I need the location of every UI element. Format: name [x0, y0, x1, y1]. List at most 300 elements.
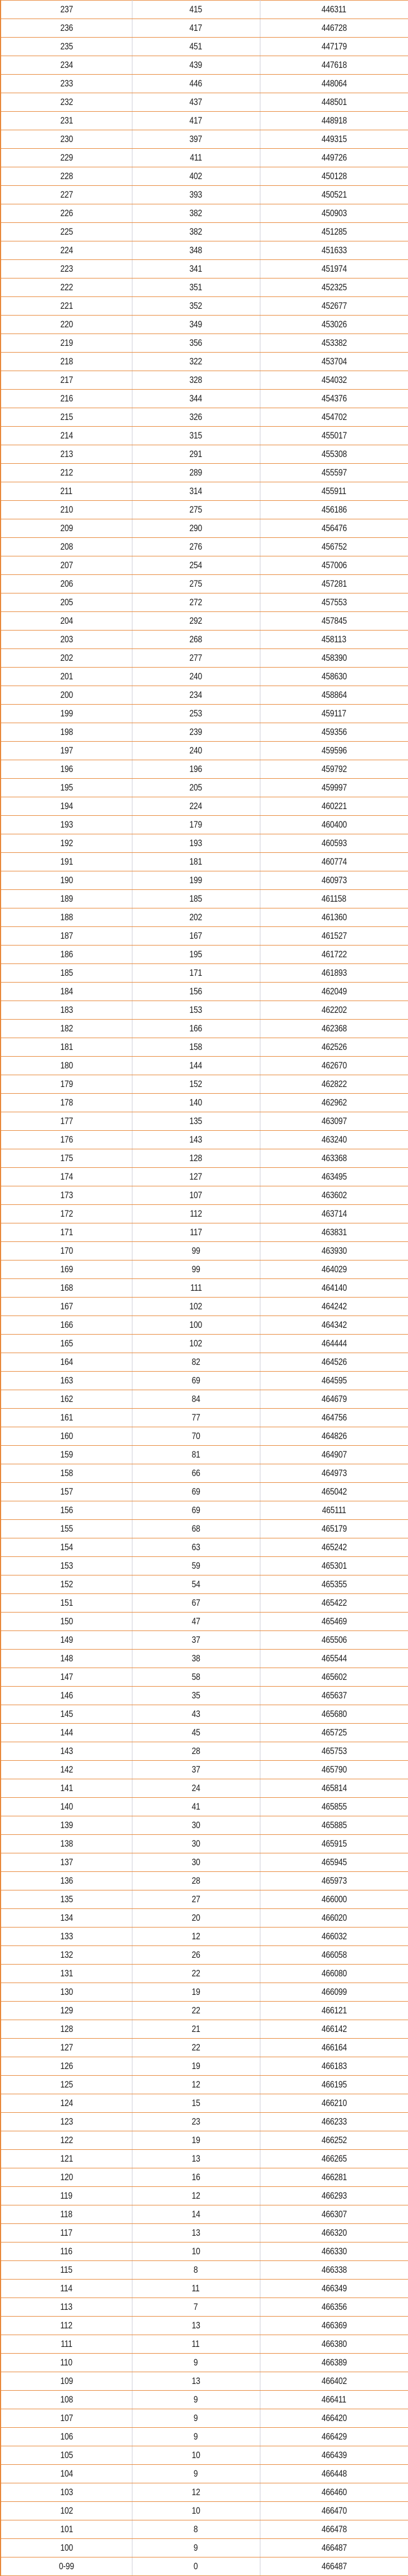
score-value: 109: [59, 2376, 73, 2386]
cumulative-cell: [260, 1186, 408, 1205]
score-value: 162: [59, 1394, 73, 1404]
score-value: 211: [60, 486, 72, 496]
cumulative-value: 454032: [321, 374, 347, 385]
cumulative-value: 466032: [321, 1931, 347, 1942]
table-row: [1, 1186, 408, 1205]
table-row: [1, 1631, 408, 1650]
count-cell: [132, 1705, 260, 1724]
count-cell: [132, 1242, 260, 1260]
count-value: 66: [191, 1468, 200, 1478]
score-cell: [1, 1446, 132, 1464]
score-cell: [1, 56, 132, 75]
score-value: 114: [60, 2283, 72, 2294]
count-cell: [132, 1112, 260, 1131]
table-row: [1, 816, 408, 834]
score-value: 130: [59, 1986, 73, 1997]
score-value: 223: [59, 263, 73, 274]
score-cell: [1, 2280, 132, 2298]
table-row: [1, 1260, 408, 1279]
score-cell: [1, 1520, 132, 1538]
cumulative-cell: [260, 2372, 408, 2391]
cumulative-cell: [260, 1983, 408, 2002]
count-value: 291: [189, 449, 203, 459]
table-row: [1, 297, 408, 316]
count-value: 352: [189, 300, 203, 311]
cumulative-value: 466369: [321, 2320, 347, 2331]
score-value: 136: [59, 1875, 73, 1886]
count-cell: [132, 408, 260, 427]
score-cell: [1, 1779, 132, 1798]
count-cell: [132, 56, 260, 75]
cumulative-cell: [260, 2557, 408, 2576]
score-value: 156: [59, 1505, 73, 1515]
cumulative-value: 447179: [321, 41, 347, 52]
score-value: 203: [59, 634, 73, 645]
score-value: 143: [59, 1746, 73, 1756]
cumulative-value: 465506: [321, 1634, 347, 1645]
cumulative-cell: [260, 1, 408, 19]
cumulative-value: 457845: [321, 615, 347, 626]
cumulative-value: 463714: [321, 1208, 347, 1219]
score-cell: [1, 2113, 132, 2131]
score-value: 194: [59, 801, 73, 811]
cumulative-value: 466448: [321, 2468, 347, 2479]
count-cell: [132, 705, 260, 723]
cumulative-value: 466320: [321, 2227, 347, 2238]
score-value: 221: [59, 300, 73, 311]
count-cell: [132, 2242, 260, 2261]
score-value: 161: [59, 1412, 73, 1423]
count-value: 12: [191, 1931, 200, 1942]
score-value: 150: [59, 1616, 73, 1627]
cumulative-value: 463831: [321, 1227, 347, 1237]
table-row: [1, 723, 408, 742]
score-value: 163: [59, 1375, 73, 1386]
cumulative-cell: [260, 1835, 408, 1853]
cumulative-value: 462822: [321, 1079, 347, 1089]
table-row: [1, 538, 408, 556]
score-cell: [1, 816, 132, 834]
count-value: 8: [194, 2524, 198, 2534]
cumulative-value: 466252: [321, 2135, 347, 2145]
score-value: 189: [59, 893, 73, 904]
score-value: 112: [60, 2320, 72, 2331]
score-value: 205: [59, 597, 73, 608]
table-row: [1, 1168, 408, 1186]
count-value: 199: [189, 875, 203, 885]
count-value: 344: [189, 393, 203, 404]
count-cell: [132, 1890, 260, 1909]
count-value: 9: [194, 2431, 198, 2442]
count-value: 11: [192, 2283, 200, 2294]
count-value: 27: [191, 1894, 200, 1904]
cumulative-value: 465790: [321, 1764, 347, 1775]
count-value: 153: [189, 1004, 203, 1015]
count-cell: [132, 2131, 260, 2150]
table-row: [1, 1742, 408, 1761]
cumulative-cell: [260, 1520, 408, 1538]
table-row: [1, 2428, 408, 2446]
cumulative-cell: [260, 316, 408, 334]
score-cell: [1, 2335, 132, 2354]
score-cell: [1, 1094, 132, 1112]
score-value: 188: [59, 912, 73, 922]
score-cell: [1, 1816, 132, 1835]
count-value: 77: [191, 1412, 200, 1423]
cumulative-cell: [260, 1372, 408, 1390]
table-row: [1, 501, 408, 519]
count-cell: [132, 2224, 260, 2242]
score-cell: [1, 353, 132, 371]
cumulative-value: 456752: [321, 541, 347, 552]
cumulative-cell: [260, 946, 408, 964]
table-row: [1, 2168, 408, 2187]
cumulative-cell: [260, 593, 408, 612]
count-cell: [132, 1872, 260, 1890]
score-cell: [1, 1761, 132, 1779]
table-row: [1, 2131, 408, 2150]
table-row: [1, 130, 408, 149]
count-cell: [132, 2428, 260, 2446]
cumulative-cell: [260, 241, 408, 260]
count-value: 275: [189, 504, 203, 515]
count-value: 417: [189, 22, 203, 33]
count-value: 415: [189, 4, 203, 15]
score-cell: [1, 686, 132, 705]
score-value: 237: [59, 4, 73, 15]
count-cell: [132, 260, 260, 278]
score-cell: [1, 1983, 132, 2002]
count-value: 289: [189, 467, 203, 478]
score-value: 193: [59, 819, 73, 830]
table-row: [1, 1687, 408, 1705]
table-row: [1, 686, 408, 705]
score-value: 210: [59, 504, 73, 515]
count-value: 446: [189, 78, 203, 89]
count-value: 135: [189, 1116, 203, 1126]
score-value: 166: [59, 1319, 73, 1330]
table-row: [1, 1390, 408, 1409]
score-value: 200: [59, 689, 73, 700]
cumulative-cell: [260, 1335, 408, 1353]
cumulative-cell: [260, 1205, 408, 1223]
score-value: 158: [59, 1468, 73, 1478]
count-value: 8: [194, 2264, 198, 2275]
score-cell: [1, 130, 132, 149]
score-value: 159: [59, 1449, 73, 1460]
score-value: 145: [59, 1709, 73, 1719]
count-cell: [132, 1520, 260, 1538]
table-row: [1, 1909, 408, 1928]
cumulative-value: 466439: [321, 2450, 347, 2460]
cumulative-value: 465855: [321, 1801, 347, 1812]
score-cell: [1, 797, 132, 816]
cumulative-value: 462962: [321, 1097, 347, 1108]
score-cell: [1, 1390, 132, 1409]
score-cell: [1, 1, 132, 19]
count-cell: [132, 668, 260, 686]
count-cell: [132, 2094, 260, 2113]
score-cell: [1, 1149, 132, 1168]
table-row: [1, 464, 408, 482]
cumulative-value: 466164: [321, 2042, 347, 2053]
score-cell: [1, 538, 132, 556]
score-value: 187: [59, 930, 73, 941]
table-row: [1, 1928, 408, 1946]
count-value: 30: [191, 1838, 200, 1849]
count-value: 253: [189, 708, 203, 719]
cumulative-cell: [260, 278, 408, 297]
score-value: 135: [59, 1894, 73, 1904]
cumulative-value: 450128: [321, 171, 347, 181]
score-cell: [1, 1835, 132, 1853]
count-cell: [132, 1631, 260, 1650]
cumulative-value: 448064: [321, 78, 347, 89]
cumulative-cell: [260, 890, 408, 908]
count-cell: [132, 1427, 260, 1446]
table-row: [1, 1613, 408, 1631]
table-row: [1, 1816, 408, 1835]
score-value: 170: [59, 1245, 73, 1256]
count-value: 9: [194, 2394, 198, 2405]
score-cell: [1, 1409, 132, 1427]
score-cell: [1, 260, 132, 278]
count-value: 152: [189, 1079, 203, 1089]
count-value: 275: [189, 578, 203, 589]
cumulative-cell: [260, 1501, 408, 1520]
count-cell: [132, 2057, 260, 2076]
cumulative-cell: [260, 1594, 408, 1613]
cumulative-value: 466460: [321, 2487, 347, 2497]
score-cell: [1, 2502, 132, 2520]
score-cell: [1, 2409, 132, 2428]
count-cell: [132, 1501, 260, 1520]
count-cell: [132, 464, 260, 482]
score-cell: [1, 2428, 132, 2446]
count-value: 102: [189, 1301, 203, 1312]
table-row: [1, 2483, 408, 2502]
score-cell: [1, 1613, 132, 1631]
score-cell: [1, 1853, 132, 1872]
cumulative-value: 465111: [322, 1505, 346, 1515]
score-cell: [1, 1594, 132, 1613]
count-cell: [132, 908, 260, 927]
cumulative-value: 465179: [321, 1523, 347, 1534]
table-row: [1, 278, 408, 297]
table-row: [1, 1890, 408, 1909]
count-cell: [132, 2539, 260, 2557]
table-row: [1, 1798, 408, 1816]
score-value: 227: [59, 189, 73, 200]
cumulative-value: 452325: [321, 282, 347, 293]
cumulative-value: 466411: [322, 2394, 347, 2405]
score-cell: [1, 519, 132, 538]
table-row: [1, 1594, 408, 1613]
cumulative-value: 466487: [321, 2542, 347, 2553]
score-value: 232: [59, 97, 73, 107]
cumulative-value: 465945: [321, 1857, 347, 1867]
count-value: 69: [191, 1486, 200, 1497]
count-value: 59: [191, 1560, 200, 1571]
count-cell: [132, 112, 260, 130]
cumulative-cell: [260, 297, 408, 316]
count-cell: [132, 1446, 260, 1464]
count-cell: [132, 1853, 260, 1872]
table-row: [1, 927, 408, 946]
cumulative-value: 449315: [321, 134, 347, 144]
count-value: 54: [191, 1579, 200, 1590]
count-cell: [132, 2113, 260, 2131]
count-value: 81: [191, 1449, 200, 1460]
count-value: 322: [189, 356, 203, 367]
table-row: [1, 1705, 408, 1724]
count-value: 15: [191, 2098, 200, 2108]
table-row: [1, 871, 408, 890]
count-value: 272: [189, 597, 203, 608]
cumulative-value: 465301: [321, 1560, 347, 1571]
cumulative-value: 457281: [321, 578, 347, 589]
score-cell: [1, 760, 132, 779]
cumulative-value: 465242: [321, 1542, 347, 1552]
count-cell: [132, 1983, 260, 2002]
table-row: [1, 1409, 408, 1427]
table-row: [1, 1427, 408, 1446]
cumulative-value: 464029: [321, 1264, 347, 1275]
score-cell: [1, 167, 132, 186]
cumulative-cell: [260, 2113, 408, 2131]
score-value: 124: [59, 2098, 73, 2108]
score-value: 177: [59, 1116, 73, 1126]
count-value: 9: [194, 2468, 198, 2479]
table-row: [1, 1335, 408, 1353]
cumulative-value: 464526: [321, 1356, 347, 1367]
cumulative-cell: [260, 353, 408, 371]
score-cell: [1, 2020, 132, 2039]
cumulative-value: 456476: [321, 523, 347, 533]
cumulative-cell: [260, 1724, 408, 1742]
count-cell: [132, 149, 260, 167]
cumulative-cell: [260, 1538, 408, 1557]
count-cell: [132, 1168, 260, 1186]
table-row: [1, 1131, 408, 1149]
score-value: 168: [59, 1282, 73, 1293]
cumulative-cell: [260, 2242, 408, 2261]
cumulative-value: 465637: [321, 1690, 347, 1701]
score-value: 128: [59, 2024, 73, 2034]
count-cell: [132, 38, 260, 56]
count-cell: [132, 19, 260, 38]
cumulative-value: 464907: [321, 1449, 347, 1460]
cumulative-cell: [260, 2409, 408, 2428]
count-cell: [132, 1557, 260, 1575]
cumulative-cell: [260, 1687, 408, 1705]
cumulative-value: 466121: [321, 2005, 347, 2016]
cumulative-cell: [260, 186, 408, 204]
cumulative-value: 464756: [321, 1412, 347, 1423]
count-value: 341: [189, 263, 203, 274]
table-row: [1, 241, 408, 260]
count-cell: [132, 501, 260, 519]
count-value: 69: [191, 1505, 200, 1515]
score-cell: [1, 2446, 132, 2465]
cumulative-cell: [260, 1613, 408, 1631]
count-cell: [132, 1742, 260, 1761]
table-row: [1, 1853, 408, 1872]
score-cell: [1, 1575, 132, 1594]
table-row: [1, 2094, 408, 2113]
score-cell: [1, 2168, 132, 2187]
count-cell: [132, 723, 260, 742]
cumulative-value: 463930: [321, 1245, 347, 1256]
count-cell: [132, 93, 260, 112]
score-cell: [1, 1946, 132, 1965]
count-value: 144: [189, 1060, 203, 1071]
score-value: 165: [59, 1338, 73, 1349]
score-cell: [1, 964, 132, 983]
table-row: [1, 705, 408, 723]
count-cell: [132, 1779, 260, 1798]
cumulative-cell: [260, 334, 408, 353]
score-value: 157: [59, 1486, 73, 1497]
score-cell: [1, 723, 132, 742]
table-row: [1, 1, 408, 19]
score-cell: [1, 38, 132, 56]
cumulative-cell: [260, 1705, 408, 1724]
cumulative-cell: [260, 1575, 408, 1594]
table-row: [1, 334, 408, 353]
count-value: 43: [191, 1709, 200, 1719]
score-value: 120: [59, 2172, 73, 2182]
score-value: 146: [59, 1690, 73, 1701]
cumulative-value: 463097: [321, 1116, 347, 1126]
cumulative-cell: [260, 149, 408, 167]
cumulative-cell: [260, 2261, 408, 2280]
score-value: 217: [59, 374, 73, 385]
count-cell: [132, 2020, 260, 2039]
score-cell: [1, 1650, 132, 1668]
count-cell: [132, 2187, 260, 2205]
count-cell: [132, 427, 260, 445]
cumulative-value: 466356: [321, 2301, 347, 2312]
table-row: [1, 2242, 408, 2261]
table-row: [1, 1075, 408, 1094]
cumulative-cell: [260, 1427, 408, 1446]
cumulative-cell: [260, 390, 408, 408]
table-row: [1, 1279, 408, 1298]
cumulative-value: 466470: [321, 2505, 347, 2516]
cumulative-cell: [260, 1149, 408, 1168]
cumulative-value: 462670: [321, 1060, 347, 1071]
table-row: [1, 149, 408, 167]
score-value: 229: [59, 152, 73, 163]
table-row: [1, 1353, 408, 1372]
score-cell: [1, 1298, 132, 1316]
table-row: [1, 1668, 408, 1687]
count-value: 156: [189, 986, 203, 997]
cumulative-value: 466020: [321, 1912, 347, 1923]
count-value: 239: [189, 727, 203, 737]
score-cell: [1, 1205, 132, 1223]
score-cell: [1, 649, 132, 668]
cumulative-value: 464140: [321, 1282, 347, 1293]
table-row: [1, 2298, 408, 2317]
score-cell: [1, 1483, 132, 1501]
cumulative-value: 460593: [321, 838, 347, 848]
count-cell: [132, 334, 260, 353]
cumulative-cell: [260, 1853, 408, 1872]
cumulative-cell: [260, 853, 408, 871]
cumulative-value: 466058: [321, 1949, 347, 1960]
